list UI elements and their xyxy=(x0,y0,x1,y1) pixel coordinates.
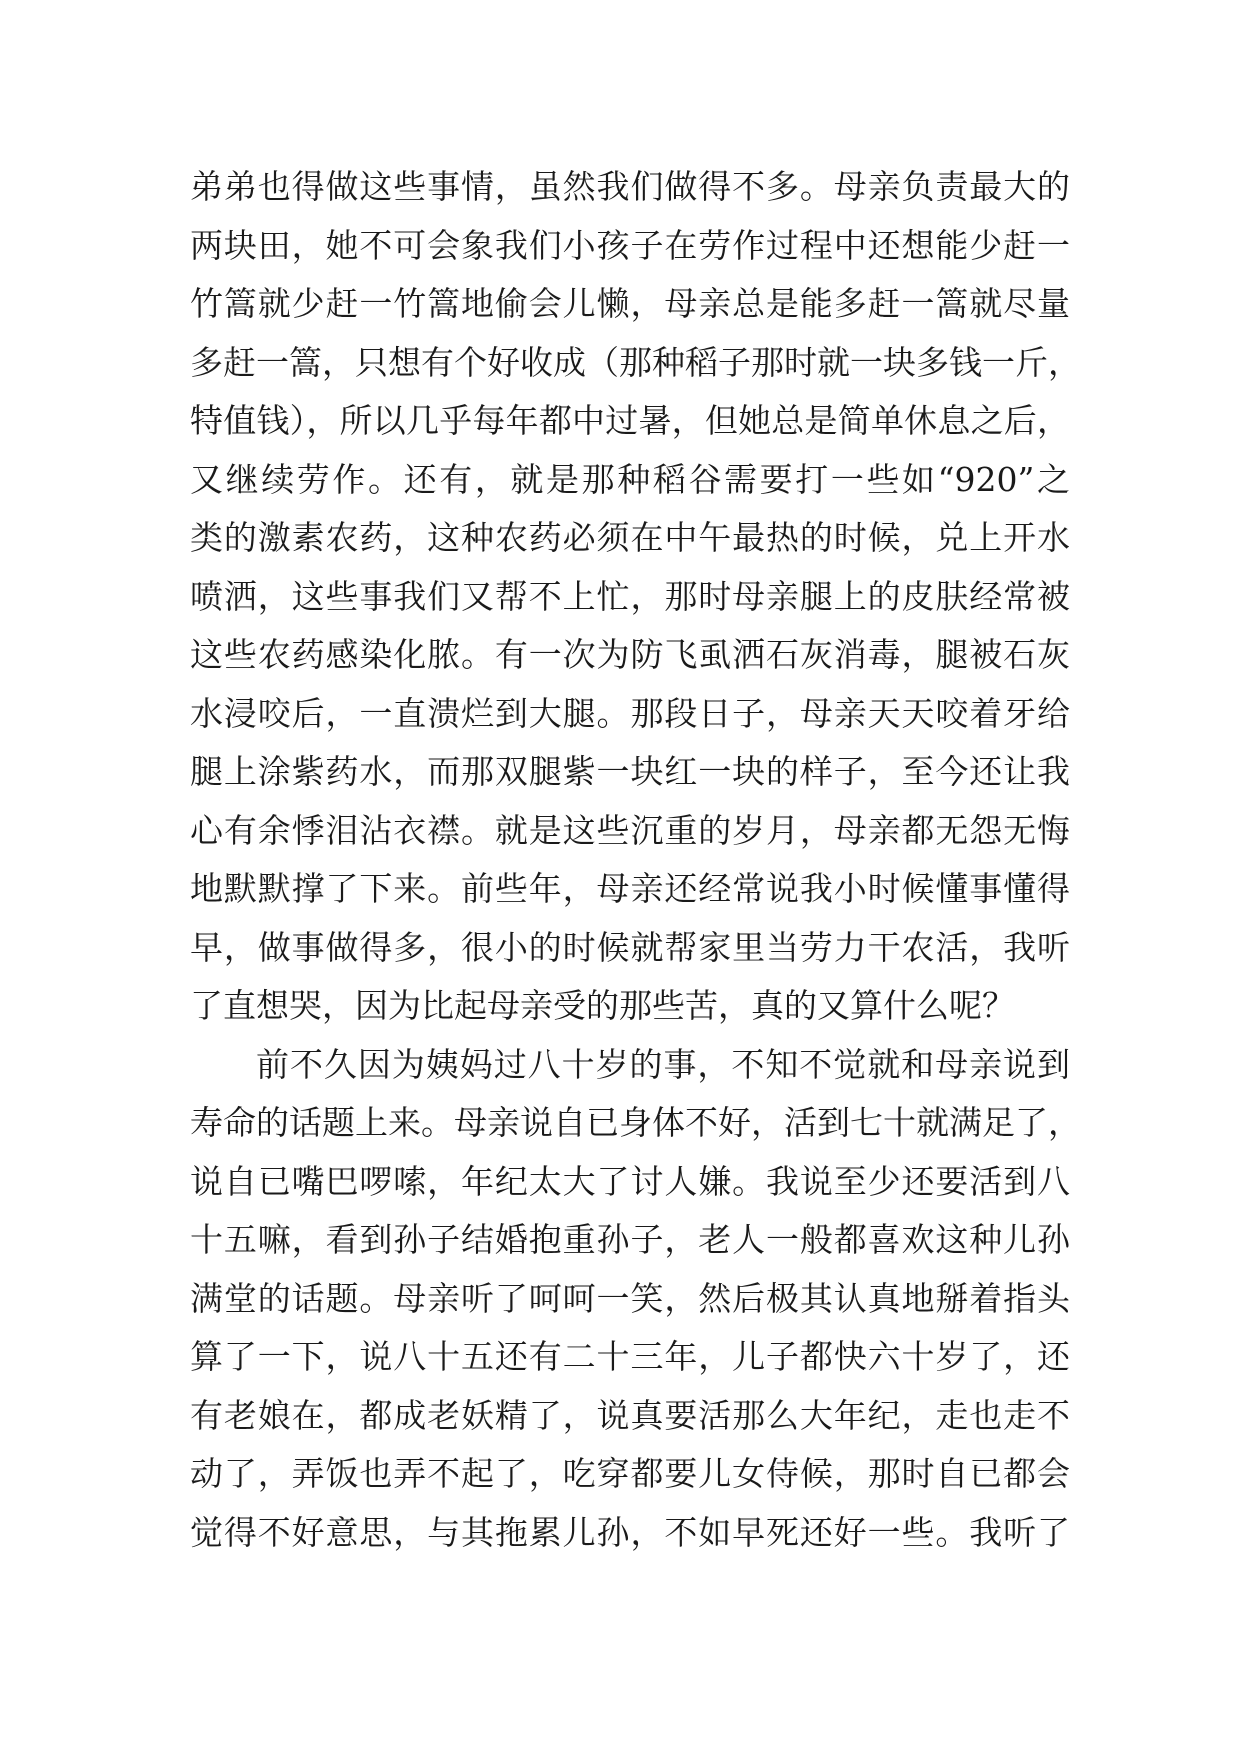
body-text xyxy=(190,158,1081,1562)
text-line: 早，做事做得多，很小的时候就帮家里当劳力干农活，我听 xyxy=(190,927,1070,967)
text-line: 腿上涂紫药水，而那双腿紫一块红一块的样子，至今还让我 xyxy=(190,752,1070,791)
text-line: 算了一下，说八十五还有二十三年，儿子都快六十岁了，还 xyxy=(190,1337,1070,1376)
text-line: 说自已嘴巴啰嗦，年纪太大了讨人嫌。我说至少还要活到八 xyxy=(190,1161,1070,1201)
text-line: 这些农药感染化脓。有一次为防飞虱洒石灰消毒，腿被石灰 xyxy=(190,635,1070,674)
text-line: 寿命的话题上来。母亲说自已身体不好，活到七十就满足了， xyxy=(190,1103,1081,1142)
text-line: 动了，弄饭也弄不起了，吃穿都要儿女侍候，那时自已都会 xyxy=(190,1454,1070,1493)
text-line: 竹篙就少赶一竹篙地偷会儿懒，母亲总是能多赶一篙就尽量 xyxy=(190,284,1070,323)
text-line: 又继续劳作。还有，就是那种稻谷需要打一些如“920”之 xyxy=(190,459,1070,499)
text-line: 满堂的话题。母亲听了呵呵一笑，然后极其认真地掰着指头 xyxy=(190,1278,1070,1318)
text-line: 心有余悸泪沾衣襟。就是这些沉重的岁月，母亲都无怨无悔 xyxy=(190,810,1070,850)
paragraph-start-line: 前不久因为姨妈过八十岁的事，不知不觉就和母亲说到 xyxy=(256,1044,1070,1084)
text-line: 两块田，她不可会象我们小孩子在劳作过程中还想能少赶一 xyxy=(190,225,1070,265)
text-line: 喷洒，这些事我们又帮不上忙，那时母亲腿上的皮肤经常被 xyxy=(190,576,1070,616)
text-line: 十五嘛，看到孙子结婚抱重孙子，老人一般都喜欢这种儿孙 xyxy=(190,1220,1070,1259)
text-line: 水浸咬后，一直溃烂到大腿。那段日子，母亲天天咬着牙给 xyxy=(190,693,1070,733)
text-line: 觉得不好意思，与其拖累儿孙，不如早死还好一些。我听了 xyxy=(190,1512,1070,1552)
text-line: 类的激素农药，这种农药必须在中午最热的时候，兑上开水 xyxy=(190,518,1070,557)
text-line: 弟弟也得做这些事情，虽然我们做得不多。母亲负责最大的 xyxy=(190,167,1070,206)
text-line: 有老娘在，都成老妖精了，说真要活那么大年纪，走也走不 xyxy=(190,1395,1070,1435)
paragraph-end-line: 了直想哭，因为比起母亲受的那些苦，真的又算什么呢？ xyxy=(190,986,1015,1025)
text-line: 地默默撑了下来。前些年，母亲还经常说我小时候懂事懂得 xyxy=(190,869,1070,908)
text-line: 特值钱），所以几乎每年都中过暑，但她总是简单休息之后， xyxy=(190,401,1070,440)
text-line: 多赶一篙，只想有个好收成（那种稻子那时就一块多钱一斤， xyxy=(190,342,1081,382)
